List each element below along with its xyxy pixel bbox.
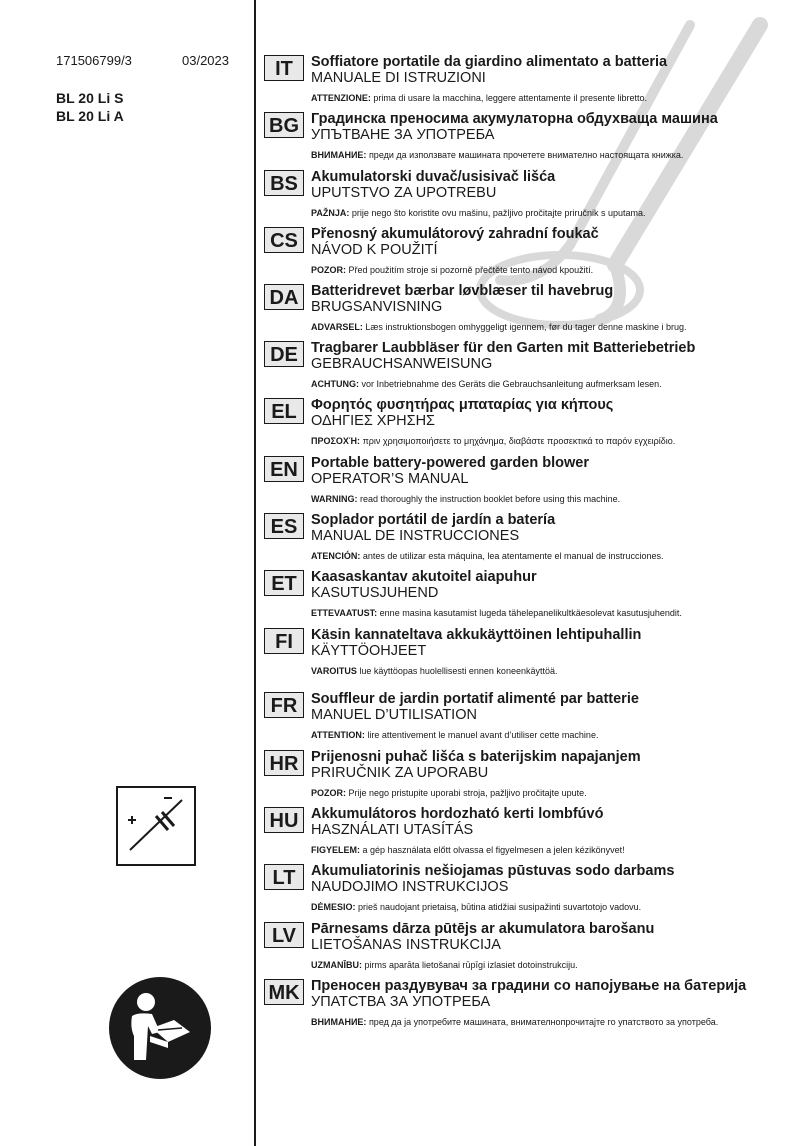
language-code: EN (264, 456, 304, 482)
entry-subtitle: UPUTSTVO ZA UPOTREBU (311, 185, 497, 201)
language-entry-hu (264, 807, 794, 863)
warning-text: lue käyttöopas huolellisesti ennen koneenkäyttöä. (356, 666, 558, 676)
entry-title: Akkumulátoros hordozható kerti lombfúvó (311, 806, 604, 822)
entry-subtitle: KASUTUSJUHEND (311, 585, 439, 601)
vertical-divider (254, 0, 256, 1146)
entry-title: Tragbarer Laubbläser für den Garten mit Batteriebetrieb (311, 340, 696, 356)
warning-text: prieš naudojant prietaisą, būtina atidžiai susipažinti suvartotojo vadovu. (355, 902, 642, 912)
entry-title: Φορητός φυσητήρας μπαταρίας για κήπους (311, 397, 614, 413)
language-entry-lt (264, 864, 794, 920)
language-entry-el (264, 398, 794, 454)
warning-text: enne masina kasutamist lugeda tähelepanelikultkäesolevat kasutusjuhendit. (377, 608, 682, 618)
model-name: BL 20 Li S (56, 90, 124, 106)
warning-label: POZOR: (311, 265, 346, 275)
language-code: LT (264, 864, 304, 890)
warning-text: преди да използвате машината прочетете внимателно настоящата книжка. (366, 150, 684, 160)
entry-title: Souffleur de jardin portatif alimenté par batterie (311, 691, 639, 707)
warning-text: pirms aparāta lietošanai rūpīgi izlasiet dotoinstrukciju. (362, 960, 578, 970)
language-entry-mk (264, 979, 794, 1059)
entry-title: Přenosný akumulátorový zahradní foukač (311, 226, 599, 242)
entry-subtitle: УПЪТВАНЕ ЗА УПОТРЕБА (311, 127, 495, 143)
entry-subtitle: GEBRAUCHSANWEISUNG (311, 356, 493, 372)
language-code: BG (264, 112, 304, 138)
warning-text: prije nego što koristite ovu mašinu, pažljivo pročitajte priručnik s uputama. (349, 208, 646, 218)
language-code: DA (264, 284, 304, 310)
language-entry-it (264, 55, 794, 111)
warning-text: Læs instruktionsbogen omhyggeligt igennem, før du tager denne maskine i brug. (362, 322, 687, 332)
warning-label: DĖMESIO: (311, 902, 356, 912)
language-entry-et (264, 570, 794, 626)
warning-label: FIGYELEM: (311, 845, 360, 855)
warning-label: ACHTUNG: (311, 379, 359, 389)
language-code: FI (264, 628, 304, 654)
entry-subtitle: MANUEL D’UTILISATION (311, 707, 477, 723)
entry-warning (311, 494, 620, 504)
language-code: DE (264, 341, 304, 367)
entry-warning (311, 902, 641, 912)
language-code: BS (264, 170, 304, 196)
entry-warning (311, 93, 647, 103)
document-date: 03/2023 (182, 53, 229, 68)
warning-label: ETTEVAATUST: (311, 608, 378, 618)
entry-warning (311, 960, 578, 970)
entry-warning (311, 150, 683, 160)
entry-warning (311, 730, 598, 740)
language-entry-hr (264, 750, 794, 806)
entry-subtitle: LIETOŠANAS INSTRUKCIJA (311, 937, 501, 953)
warning-text: Před použitím stroje si pozorně přečtěte tento návod kpoužití. (346, 265, 594, 275)
warning-label: ATTENTION: (311, 730, 365, 740)
battery-polarity-icon (116, 786, 196, 866)
language-entry-bg (264, 112, 794, 168)
language-code: HU (264, 807, 304, 833)
entry-subtitle: KÄYTTÖOHJEET (311, 643, 427, 659)
entry-subtitle: УПАТСТВА ЗА УПОТРЕБА (311, 994, 491, 1010)
warning-label: WARNING: (311, 494, 358, 504)
language-code: FR (264, 692, 304, 718)
warning-text: prima di usare la macchina, leggere attentamente il presente libretto. (370, 93, 647, 103)
entry-subtitle: HASZNÁLATI UTASÍTÁS (311, 822, 474, 838)
warning-label: ATTENZIONE: (311, 93, 371, 103)
entry-subtitle: ΟΔΗΓΙΕΣ ΧΡΗΣΗΣ (311, 413, 436, 429)
entry-title: Soplador portátil de jardín a batería (311, 512, 556, 528)
language-entry-de (264, 341, 794, 397)
warning-label: ATENCIÓN: (311, 551, 361, 561)
entry-subtitle: BRUGSANVISNING (311, 299, 443, 315)
warning-label: ADVARSEL: (311, 322, 363, 332)
entry-title: Prijenosni puhač lišća s baterijskim napajanjem (311, 749, 641, 765)
entry-title: Kaasaskantav akutoitel aiapuhur (311, 569, 537, 585)
entry-title: Pārnesams dārza pūtējs ar akumulatora barošanu (311, 921, 655, 937)
entry-warning (311, 666, 557, 676)
language-entry-fr (264, 692, 794, 748)
language-code: EL (264, 398, 304, 424)
language-entry-cs (264, 227, 794, 283)
language-code: ES (264, 513, 304, 539)
entry-subtitle: NÁVOD K POUŽITÍ (311, 242, 438, 258)
warning-text: vor Inbetriebnahme des Geräts die Gebrauchsanleitung aufmerksam lesen. (359, 379, 662, 389)
document-number: 171506799/3 (56, 53, 132, 68)
entry-subtitle: MANUALE DI ISTRUZIONI (311, 70, 486, 86)
entry-title: Käsin kannateltava akkukäyttöinen lehtipuhallin (311, 627, 642, 643)
model-name: BL 20 Li A (56, 108, 124, 124)
entry-warning (311, 788, 587, 798)
entry-title: Преносен раздувувач за градини со напојување на батерија (311, 978, 747, 994)
language-code: MK (264, 979, 304, 1005)
language-entry-bs (264, 170, 794, 226)
language-entry-en (264, 456, 794, 512)
warning-text: lire attentivement le manuel avant d’utiliser cette machine. (364, 730, 599, 740)
entry-title: Akumuliatorinis nešiojamas pūstuvas sodo darbams (311, 863, 675, 879)
entry-warning (311, 608, 682, 618)
entry-warning (311, 845, 625, 855)
language-entry-es (264, 513, 794, 569)
language-code: IT (264, 55, 304, 81)
language-code: CS (264, 227, 304, 253)
warning-label: ВНИМАНИЕ: (311, 1017, 367, 1027)
warning-text: read thoroughly the instruction booklet before using this machine. (357, 494, 621, 504)
entry-warning (311, 322, 687, 332)
language-entry-lv (264, 922, 794, 978)
language-entry-fi (264, 628, 794, 684)
entry-warning (311, 551, 664, 561)
warning-text: πριν χρησιμοποιήσετε το μηχάνημα, διαβάστε προσεκτικά το παρόν εγχειρίδιο. (360, 436, 676, 446)
entry-subtitle: PRIRUČNIK ZA UPORABU (311, 765, 489, 781)
warning-label: UZMANĪBU: (311, 960, 362, 970)
warning-text: Prije nego pristupite uporabi stroja, pažljivo pročitajte upute. (346, 788, 587, 798)
entry-subtitle: MANUAL DE INSTRUCCIONES (311, 528, 520, 544)
entry-warning (311, 208, 645, 218)
warning-text: пред да ја употребите машината, внимателнопрочитајте го упатството за употреба. (366, 1017, 719, 1027)
warning-text: a gép használata előtt olvassa el figyelmesen a jelen kézikönyvet! (360, 845, 625, 855)
entry-title: Akumulatorski duvač/usisivač lišća (311, 169, 556, 185)
entry-warning (311, 379, 662, 389)
language-entry-da (264, 284, 794, 340)
read-manual-icon (108, 976, 212, 1080)
warning-label: PAŽNJA: (311, 208, 350, 218)
warning-label: ВНИМАНИЕ: (311, 150, 367, 160)
entry-title: Batteridrevet bærbar løvblæser til havebrug (311, 283, 614, 299)
entry-subtitle: NAUDOJIMO INSTRUKCIJOS (311, 879, 509, 895)
language-code: LV (264, 922, 304, 948)
language-code: HR (264, 750, 304, 776)
warning-label: ΠΡΟΣΟΧΉ: (311, 436, 361, 446)
warning-text: antes de utilizar esta máquina, lea atentamente el manual de instrucciones. (360, 551, 664, 561)
entry-title: Градинска преносима акумулаторна обдухваща машина (311, 111, 718, 127)
language-code: ET (264, 570, 304, 596)
entry-title: Soffiatore portatile da giardino alimentato a batteria (311, 54, 668, 70)
warning-label: POZOR: (311, 788, 346, 798)
entry-warning (311, 1012, 751, 1033)
entry-warning (311, 436, 675, 446)
warning-label: VAROITUS (311, 666, 357, 676)
entry-warning (311, 265, 593, 275)
entry-title: Portable battery-powered garden blower (311, 455, 589, 471)
language-list (264, 0, 804, 1146)
entry-subtitle: OPERATOR’S MANUAL (311, 471, 469, 487)
